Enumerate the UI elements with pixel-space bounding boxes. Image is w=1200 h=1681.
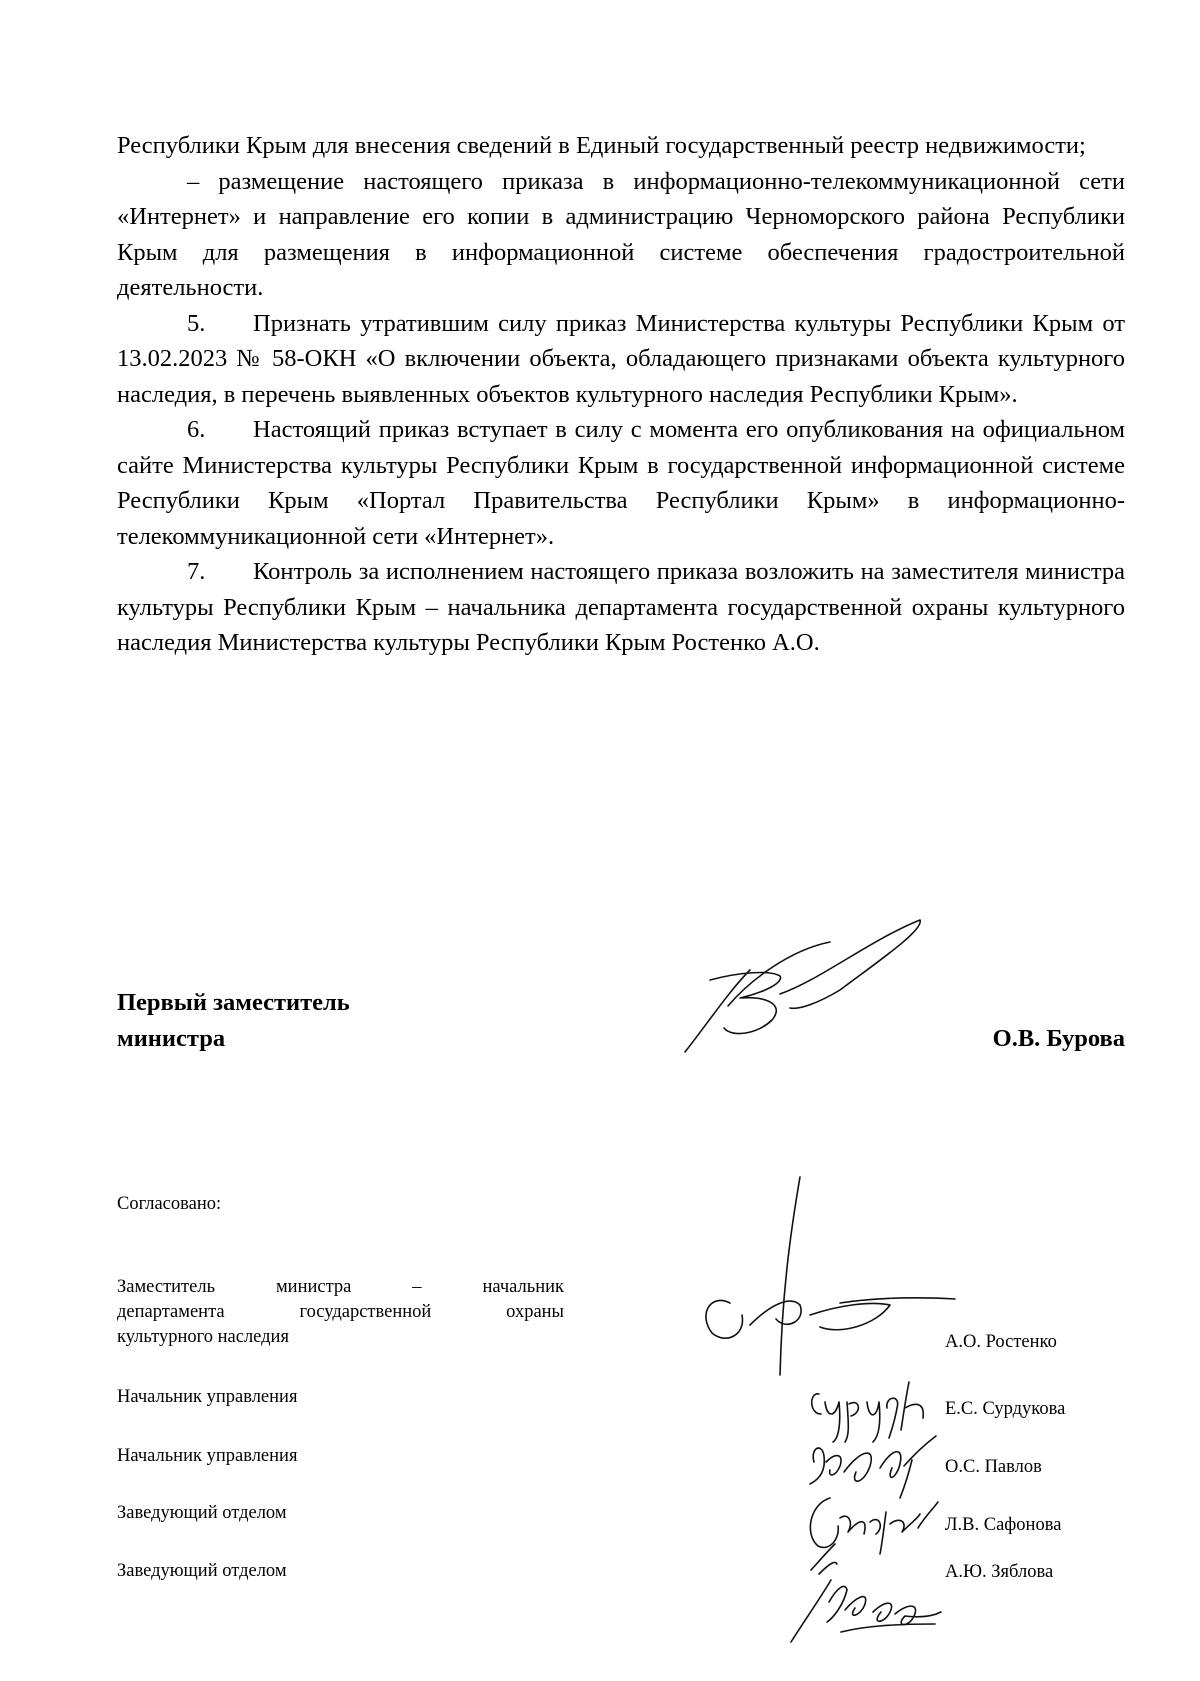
item-6-number: 6. bbox=[187, 416, 206, 443]
item-6-text: Настоящий приказ вступает в силу с момента его опубликования на официальном сайте Министерства культуры Республики Крым в государственной информационной системе Республики Крым «Портал Правительства Республики Крым» в информационно-телекоммуникационной сети «Интернет». bbox=[117, 416, 1125, 550]
deputy-name: А.О. Ростенко bbox=[945, 1332, 1057, 1352]
signatory-title-line-2: министра bbox=[117, 1025, 226, 1052]
approval-row-4-position: Заведующий отделом bbox=[117, 1561, 287, 1581]
deputy-position-line-1: Заместитель министра – начальник bbox=[117, 1277, 564, 1297]
body-text bbox=[117, 128, 1125, 661]
item-5-text: Признать утратившим силу приказ Министерства культуры Республики Крым от 13.02.2023 № 58-ОКН «О включении объекта, обладающего признаками объекта культурного наследия, в перечень выявленных объектов культурного наследия Республики Крым». bbox=[117, 309, 1125, 408]
item-6 bbox=[117, 412, 1125, 554]
item-7-text: Контроль за исполнением настоящего приказа возложить на заместителя министра культуры Республики Крым – начальника департамента государственной охраны культурного наследия Министерства культуры Республики Крым Ростенко А.О. bbox=[117, 558, 1125, 656]
approval-row-3-name: Л.В. Сафонова bbox=[945, 1515, 1062, 1535]
signature-rostenko bbox=[690, 1175, 960, 1385]
approval-row-2-name: О.С. Павлов bbox=[945, 1457, 1042, 1477]
signatory-title-line-1: Первый заместитель bbox=[117, 989, 350, 1016]
approval-row-1-name: Е.С. Сурдукова bbox=[945, 1399, 1066, 1419]
approval-row-2-position: Начальник управления bbox=[117, 1446, 298, 1466]
deputy-position-line-2: департамента государственной охраны bbox=[117, 1302, 564, 1322]
approval-heading: Согласовано: bbox=[117, 1194, 222, 1214]
paragraph-publication: – размещение настоящего приказа в информационно-телекоммуникационной сети «Интернет» и направление его копии в администрацию Черноморского района Республики Крым для размещения в информационной системе обеспечения градостроительной деятельности. bbox=[117, 167, 1125, 301]
item-7-number: 7. bbox=[187, 558, 206, 585]
approval-row-1-position: Начальник управления bbox=[117, 1387, 298, 1407]
item-7 bbox=[117, 554, 1125, 661]
approval-row-4-name: А.Ю. Зяблова bbox=[945, 1562, 1054, 1582]
deputy-position bbox=[117, 1275, 564, 1350]
item-5 bbox=[117, 306, 1125, 413]
paragraph-registry: Республики Крым для внесения сведений в Единый государственный реестр недвижимости; bbox=[117, 132, 1086, 159]
signatory-title bbox=[117, 985, 350, 1057]
item-5-number: 5. bbox=[187, 309, 206, 337]
signature-main bbox=[680, 910, 930, 1060]
signatory-name: О.В. Бурова bbox=[992, 1025, 1125, 1052]
deputy-position-line-3: культурного наследия bbox=[117, 1327, 289, 1347]
signature-zyablova bbox=[785, 1540, 945, 1645]
approval-row-3-position: Заведующий отделом bbox=[117, 1503, 287, 1523]
